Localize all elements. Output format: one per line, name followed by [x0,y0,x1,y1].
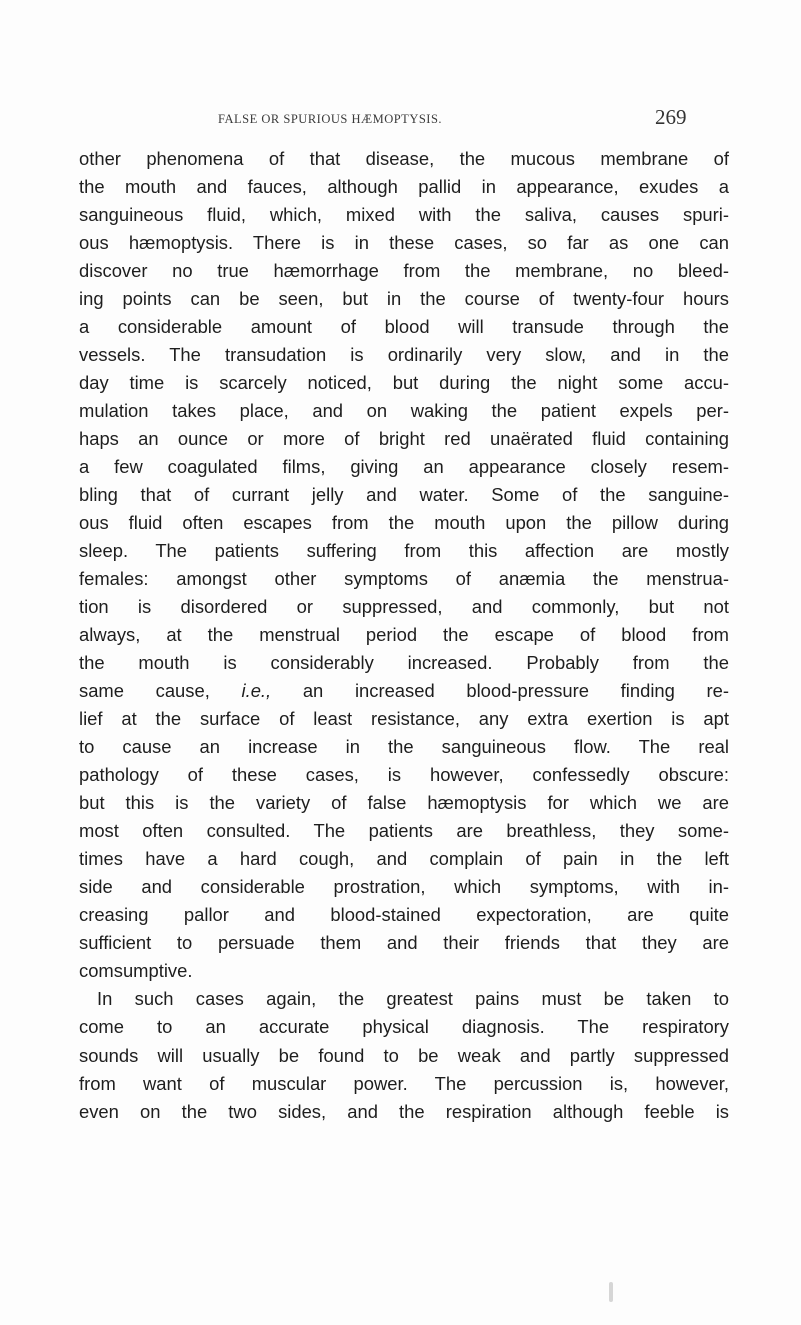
text-line: a considerable amount of blood will transude through the [79,316,729,338]
text-line: discover no true hæmorrhage from the membrane, no bleed- [79,260,729,282]
text-line: sufficient to persuade them and their friends that they are [79,932,729,954]
text-line: pathology of these cases, is however, confessedly obscure: [79,764,729,786]
text-line: females: amongst other symptoms of anæmia the menstrua- [79,568,729,590]
text-line: side and considerable prostration, which symptoms, with in- [79,876,729,898]
text-line: mulation takes place, and on waking the patient expels per- [79,400,729,422]
line-start: same cause, [79,680,210,702]
text-line: the mouth and fauces, although pallid in appearance, exudes a [79,176,729,198]
text-line: the mouth is considerably increased. Probably from the [79,652,729,674]
text-line: but this is the variety of false hæmoptysis for which we are [79,792,729,814]
italic-abbreviation: i.e., [241,680,272,702]
text-line-mixed [79,677,729,705]
text-line: day time is scarcely noticed, but during the night some accu- [79,372,729,394]
text-line: times have a hard cough, and complain of pain in the left [79,848,729,870]
text-line: sleep. The patients suffering from this affection are mostly [79,540,729,562]
text-line: a few coagulated films, giving an appearance closely resem- [79,456,729,478]
text-line: most often consulted. The patients are breathless, they some- [79,820,729,842]
text-line: come to an accurate physical diagnosis. The respiratory [79,1016,729,1038]
text-line: ing points can be seen, but in the course of twenty-four hours [79,288,729,310]
text-line: sounds will usually be found to be weak and partly suppressed [79,1044,729,1066]
text-line: bling that of currant jelly and water. Some of the sanguine- [79,484,729,506]
paper-speck [609,1282,613,1302]
text-line: even on the two sides, and the respiration although feeble is [79,1100,729,1122]
text-line: lief at the surface of least resistance, any extra exertion is apt [79,708,729,730]
text-line: to cause an increase in the sanguineous flow. The real [79,736,729,758]
running-header [0,105,801,135]
text-line: comsumptive. [79,960,193,982]
text-line: ous fluid often escapes from the mouth upon the pillow during [79,512,729,534]
page-number: 269 [655,105,687,129]
text-line: haps an ounce or more of bright red unaërated fluid containing [79,428,729,450]
text-line: ous hæmoptysis. There is in these cases, so far as one can [79,232,729,254]
text-line: vessels. The transudation is ordinarily very slow, and in the [79,344,729,366]
text-line-indented: In such cases again, the greatest pains must be taken to [97,988,729,1010]
text-line: creasing pallor and blood-stained expectoration, are quite [79,904,729,926]
text-line: other phenomena of that disease, the mucous membrane of [79,148,729,169]
line-end: an increased blood-pressure finding re- [302,680,730,702]
text-line: always, at the menstrual period the escape of blood from [79,624,729,646]
text-line: from want of muscular power. The percussion is, however, [79,1072,729,1094]
running-title: FALSE OR SPURIOUS HÆMOPTYSIS. [218,112,443,126]
text-line: sanguineous fluid, which, mixed with the saliva, causes spuri- [79,204,729,226]
body-text [79,145,729,1126]
text-line: tion is disordered or suppressed, and commonly, but not [79,596,729,618]
